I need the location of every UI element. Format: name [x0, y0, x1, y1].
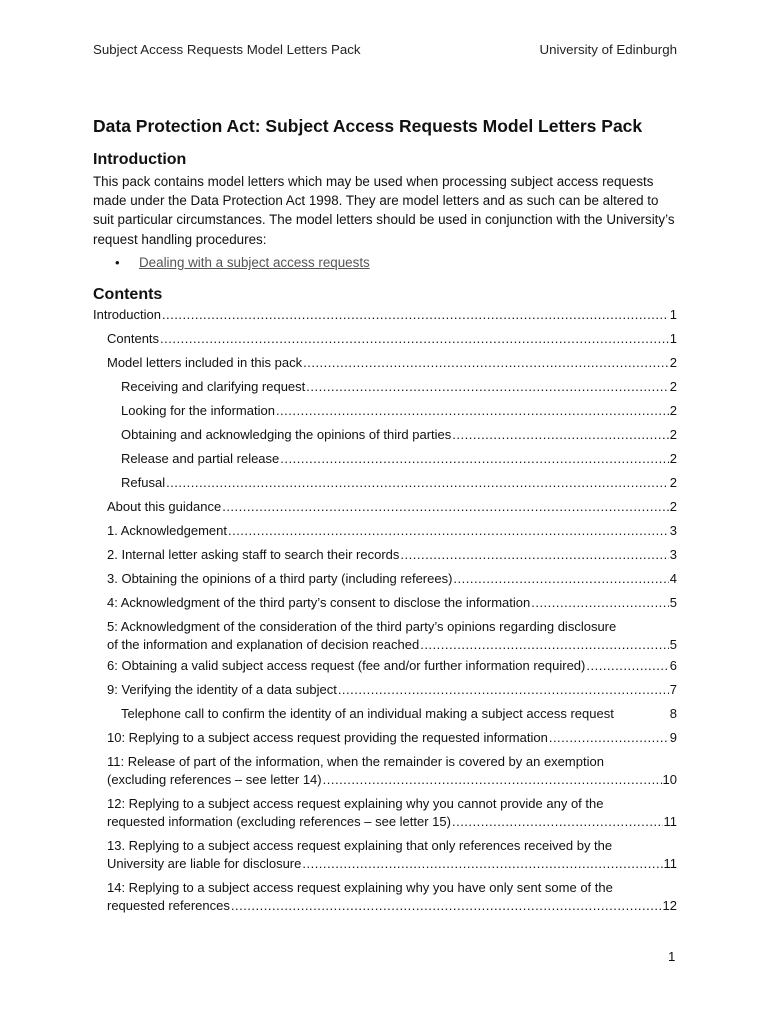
list-item — [115, 255, 370, 270]
toc-entry[interactable] — [107, 354, 677, 372]
toc-page-number: 2 — [669, 475, 677, 490]
toc-entry-text: (excluding references – see letter 14) — [107, 771, 322, 787]
toc-entry[interactable] — [107, 795, 677, 830]
dot-leader — [306, 378, 668, 396]
toc-page-number: 2 — [669, 451, 677, 466]
toc-entry-text: About this guidance — [107, 499, 222, 514]
toc-page-number: 11 — [663, 813, 677, 829]
toc-page-number: 3 — [669, 523, 677, 538]
toc-page-number: 2 — [669, 355, 677, 370]
toc-entry[interactable] — [107, 837, 677, 872]
toc-entry[interactable] — [107, 753, 677, 788]
toc-entry-text: Telephone call to confirm the identity of an individual making a subject access request — [121, 706, 614, 721]
dot-leader — [303, 354, 669, 372]
toc-entry[interactable] — [107, 546, 677, 564]
toc-entry-text: Receiving and clarifying request — [121, 379, 306, 394]
toc-page-number: 5 — [669, 595, 677, 610]
introduction-heading: Introduction — [93, 151, 187, 168]
dot-leader — [452, 813, 663, 831]
dot-leader — [280, 450, 668, 468]
toc-entry-text: 10: Replying to a subject access request providing the requested information — [107, 730, 548, 745]
header-institution: University of Edinburgh — [539, 42, 677, 57]
toc-page-number: 2 — [669, 403, 677, 418]
toc-entry-text: Model letters included in this pack — [107, 355, 303, 370]
toc-entry-text: requested information (excluding references – see letter 15) — [107, 813, 451, 829]
toc-entry[interactable] — [121, 378, 677, 396]
toc-entry[interactable] — [107, 522, 677, 540]
page-number: 1 — [668, 949, 676, 964]
dot-leader — [586, 657, 668, 675]
toc-page-number: 11 — [663, 855, 677, 871]
toc-entry[interactable] — [107, 498, 677, 516]
toc-entry[interactable] — [107, 879, 677, 914]
toc-entry[interactable] — [121, 474, 677, 492]
toc-entry-text: Release and partial release — [121, 451, 280, 466]
toc-entry-text: 4: Acknowledgment of the third party’s consent to disclose the information — [107, 595, 531, 610]
toc-entry-text: 9: Verifying the identity of a data subject — [107, 682, 337, 697]
toc-entry[interactable] — [121, 402, 677, 420]
page-header — [93, 42, 677, 57]
toc-entry-text: Contents — [107, 331, 160, 346]
toc-page-number: 8 — [669, 706, 677, 721]
document-title: Data Protection Act: Subject Access Requests Model Letters Pack — [93, 116, 643, 136]
toc-page-number: 7 — [669, 682, 677, 697]
toc-page-number: 1 — [669, 331, 677, 346]
dot-leader — [452, 426, 668, 444]
toc-entry-text: Obtaining and acknowledging the opinions of third parties — [121, 427, 452, 442]
procedures-link[interactable]: Dealing with a subject access requests — [139, 255, 370, 270]
toc-entry-text: 2. Internal letter asking staff to search their records — [107, 547, 400, 562]
dot-leader — [276, 402, 669, 420]
toc-page-number: 10 — [662, 771, 677, 787]
dot-leader — [222, 498, 669, 516]
dot-leader — [162, 306, 669, 324]
dot-leader — [160, 330, 669, 348]
toc-page-number: 1 — [669, 307, 677, 322]
toc-entry-text: Looking for the information — [121, 403, 275, 418]
toc-entry-text-line1: 13. Replying to a subject access request explaining that only references received by the — [107, 838, 613, 853]
dot-leader — [231, 897, 662, 915]
toc-entry-text: requested references — [107, 897, 230, 913]
introduction-links — [115, 255, 370, 270]
header-document-title: Subject Access Requests Model Letters Pack — [93, 42, 361, 57]
bullet-icon: • — [115, 255, 120, 270]
toc-entry[interactable] — [107, 657, 677, 675]
toc-entry-text: Refusal — [121, 475, 166, 490]
toc-entry-text: University are liable for disclosure — [107, 855, 302, 871]
toc-entry[interactable] — [107, 594, 677, 612]
toc-entry-text-line1: 14: Replying to a subject access request explaining why you have only sent some of the — [107, 880, 613, 895]
toc-entry-text: 3. Obtaining the opinions of a third party (including referees) — [107, 571, 453, 586]
toc-page-number: 2 — [669, 379, 677, 394]
toc-entry-text-line1: 11: Release of part of the information, when the remainder is covered by an exemption — [107, 754, 604, 769]
introduction-paragraph: This pack contains model letters which may be used when processing subject access requests made under the Data Protection Act 1998. They are model letters and as such can be altered to suit particular circumstances. The model letters should be used in conjunction with the University’s request handling procedures: — [93, 174, 675, 247]
toc-entry[interactable] — [107, 729, 677, 747]
toc-entry[interactable] — [93, 306, 677, 324]
toc-entry[interactable] — [107, 330, 677, 348]
dot-leader — [166, 474, 669, 492]
toc-entry[interactable] — [121, 705, 677, 723]
toc-entry-text: 6: Obtaining a valid subject access request (fee and/or further information required) — [107, 658, 586, 673]
toc-entry-text-line1: 5: Acknowledgment of the consideration of the third party’s opinions regarding disclosure — [107, 619, 617, 634]
toc-page-number: 2 — [669, 427, 677, 442]
toc-entry[interactable] — [107, 681, 677, 699]
dot-leader — [420, 636, 669, 654]
dot-leader — [531, 594, 669, 612]
toc-page-number: 6 — [669, 658, 677, 673]
toc-entry[interactable] — [107, 570, 677, 588]
dot-leader — [228, 522, 669, 540]
dot-leader — [400, 546, 668, 564]
toc-entry-text: Introduction — [93, 307, 161, 322]
contents-heading: Contents — [93, 286, 163, 303]
dot-leader — [453, 570, 668, 588]
toc-entry-text: of the information and explanation of decision reached — [107, 636, 420, 652]
toc-page-number: 5 — [669, 636, 677, 652]
dot-leader — [323, 771, 662, 789]
toc-page-number: 12 — [662, 897, 677, 913]
dot-leader — [338, 681, 669, 699]
toc-entry[interactable] — [107, 618, 677, 653]
toc-entry[interactable] — [121, 426, 677, 444]
dot-leader — [549, 729, 669, 747]
toc-page-number: 4 — [669, 571, 677, 586]
toc-entry[interactable] — [121, 450, 677, 468]
toc-page-number: 2 — [669, 499, 677, 514]
toc-entry-text: 1. Acknowledgement — [107, 523, 227, 538]
toc-page-number: 9 — [669, 730, 677, 745]
toc-page-number: 3 — [669, 547, 677, 562]
toc-entry-text-line1: 12: Replying to a subject access request explaining why you cannot provide any of the — [107, 796, 604, 811]
dot-leader — [302, 855, 662, 873]
